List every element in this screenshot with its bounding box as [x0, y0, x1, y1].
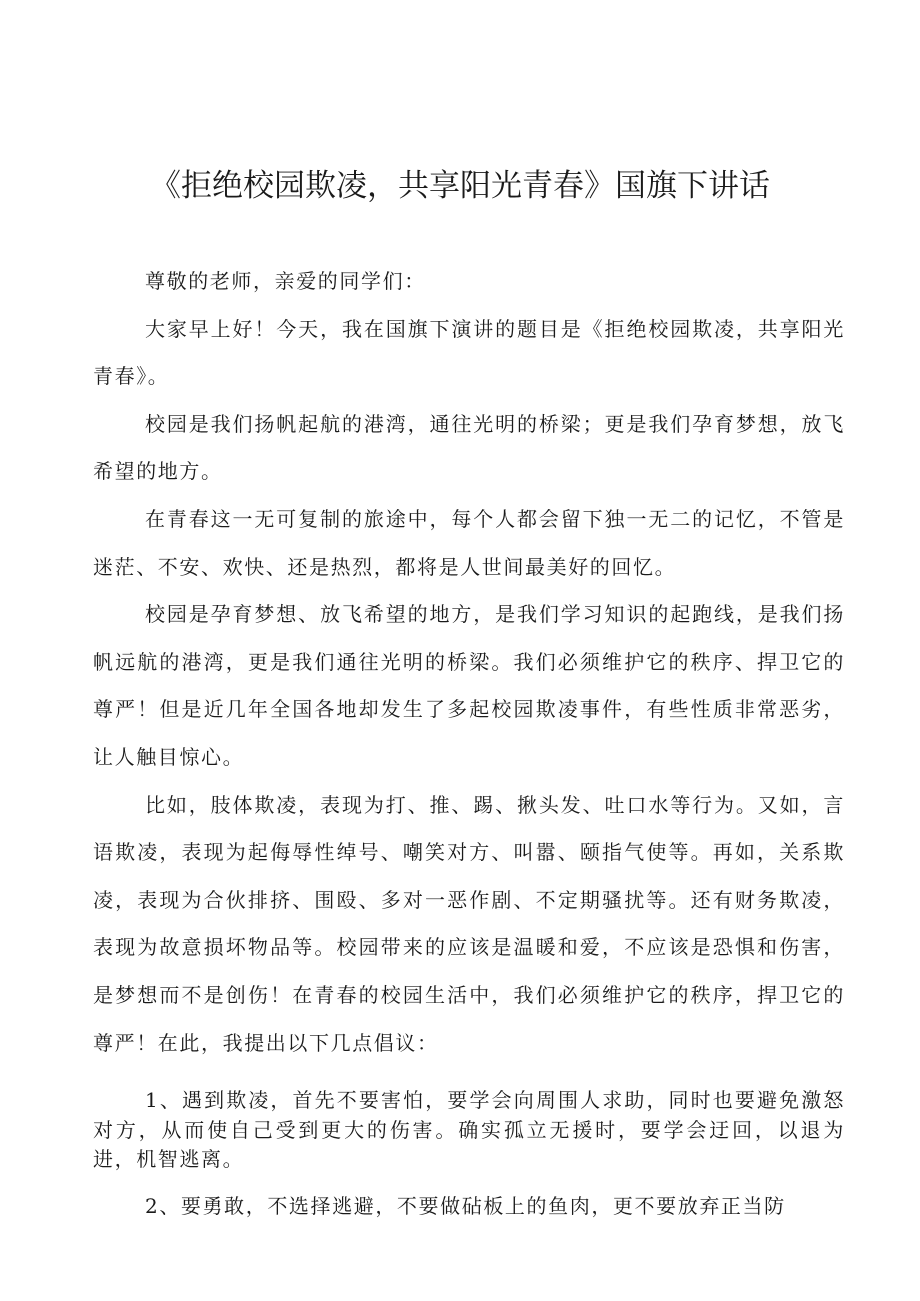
list-item: 2、要勇敢，不选择逃避，不要做砧板上的鱼肉，更不要放弃正当防 — [145, 1193, 786, 1218]
document-title: 《拒绝校园欺凌，共享阳光青春》国旗下讲话 — [150, 168, 770, 204]
document-body — [93, 258, 845, 1067]
paragraph-salutation: 尊敬的老师，亲爱的同学们： — [145, 269, 426, 293]
proposal-list — [93, 1086, 845, 1238]
paragraph-greeting: 大家早上好！今天，我在国旗下演讲的题目是《拒绝校园欺凌，共享阳光青春》。 — [93, 316, 845, 389]
paragraph-bullying-types: 比如，肢体欺凌，表现为打、推、踢、揪头发、吐口水等行为。又如，言语欺凌，表现为起侮辱性绰号、嘲笑对方、叫嚣、颐指气使等。再如，关系欺凌，表现为合伙排挤、围殴、多对一恶作剧、不定期骚扰等。还有财务欺凌，表现为故意损坏物品等。校园带来的应该是温暖和爱，不应该是恐惧和伤害，是梦想而不是创伤！在青春的校园生活中，我们必须维护它的秩序，捍卫它的尊严！在此，我提出以下几点倡议： — [93, 792, 845, 1055]
list-item: 1、遇到欺凌，首先不要害怕，要学会向周围人求助，同时也要避免激怒对方，从而使自己受到更大的伤害。确实孤立无援时，要学会迂回，以退为进，机智逃离。 — [93, 1088, 845, 1171]
paragraph-youth: 在青春这一无可复制的旅途中，每个人都会留下独一无二的记忆，不管是迷茫、不安、欢快、还是热烈，都将是人世间最美好的回忆。 — [93, 506, 845, 579]
paragraph-bullying-events: 校园是孕育梦想、放飞希望的地方，是我们学习知识的起跑线，是我们扬帆远航的港湾，更是我们通往光明的桥梁。我们必须维护它的秩序、捍卫它的尊严！但是近几年全国各地却发生了多起校园欺凌事件，有些性质非常恶劣，让人触目惊心。 — [93, 602, 845, 769]
paragraph-campus: 校园是我们扬帆起航的港湾，通往光明的桥梁；更是我们孕育梦想，放飞希望的地方。 — [93, 411, 845, 484]
